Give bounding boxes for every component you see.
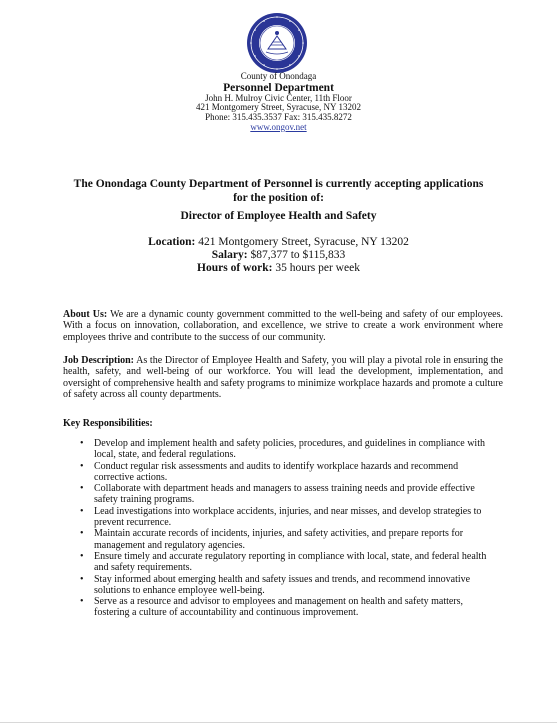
website-link[interactable]: www.ongov.net	[250, 122, 307, 132]
phone-fax: Phone: 315.435.3537 Fax: 315.435.8272	[205, 111, 352, 122]
announcement-line-1: The Onondaga County Department of Personnel is currently accepting applications	[73, 178, 484, 190]
department-name: Personnel Department	[223, 81, 334, 94]
announcement-line-2: for the position of:	[233, 191, 324, 204]
position-title: Director of Employee Health and Safety	[180, 210, 377, 222]
list-item: • Conduct regular risk assessments and audits to identify workplace hazards and recommend corrective actions.	[80, 461, 498, 484]
address-line-1: John H. Mulroy Civic Center, 11th Floor	[205, 92, 352, 103]
list-item: • Ensure timely and accurate regulatory reporting in compliance with local, state, and federal health and safety requirements.	[80, 551, 498, 574]
hours-label: Hours of work:	[197, 262, 273, 274]
job-description-label: Job Description:	[63, 355, 135, 366]
letterhead	[0, 72, 557, 132]
salary-row	[0, 249, 557, 262]
list-item: • Collaborate with department heads and managers to assess training needs and provide effective safety training programs.	[80, 483, 498, 506]
salary-value: $87,377 to $115,833	[247, 249, 346, 261]
job-description-text: As the Director of Employee Health and Safety, you will play a pivotal role in ensuring the health, safety, and well-being of our workforce. You will lead the development, implementation, and oversight of comprehensive health and safety programs to minimize workplace hazards and promote a culture of safety across all county departments.	[63, 355, 503, 400]
location-row	[0, 236, 557, 249]
salary-label: Salary:	[211, 249, 248, 261]
county-name: County of Onondaga	[240, 71, 317, 81]
county-seal-logo	[246, 12, 308, 74]
job-description-paragraph	[63, 355, 503, 400]
location-value: 421 Montgomery Street, Syracuse, NY 13202	[195, 236, 409, 248]
about-paragraph	[63, 309, 503, 343]
location-label: Location:	[148, 236, 196, 248]
hours-value: 35 hours per week	[272, 262, 360, 274]
list-item: • Stay informed about emerging health and safety issues and trends, and recommend innovative solutions to enhance employee well-being.	[80, 574, 498, 597]
list-item: • Serve as a resource and advisor to employees and management on health and safety matters, fostering a culture of accountability and continuous improvement.	[80, 596, 498, 619]
hours-row	[0, 262, 557, 275]
about-label: About Us:	[63, 309, 108, 320]
key-responsibilities-title: Key Responsibilities:	[63, 418, 153, 429]
job-details	[0, 236, 557, 275]
announcement-heading	[0, 178, 557, 205]
address-line-2: 421 Montgomery Street, Syracuse, NY 13202	[196, 102, 361, 112]
about-text: We are a dynamic county government committed to the well-being and safety of our employees. With a focus on innovation, collaboration, and excellence, we strive to create a work environment where employees thrive and contribute to the success of our community.	[63, 309, 503, 343]
list-item: • Develop and implement health and safety policies, procedures, and guidelines in compliance with local, state, and federal regulations.	[80, 438, 498, 461]
responsibilities-list	[80, 438, 498, 619]
page-bottom-divider	[0, 722, 557, 723]
list-item: • Maintain accurate records of incidents, injuries, and safety activities, and prepare reports for management and regulatory agencies.	[80, 528, 498, 551]
list-item: • Lead investigations into workplace accidents, injuries, and near misses, and develop strategies to prevent recurrence.	[80, 506, 498, 529]
